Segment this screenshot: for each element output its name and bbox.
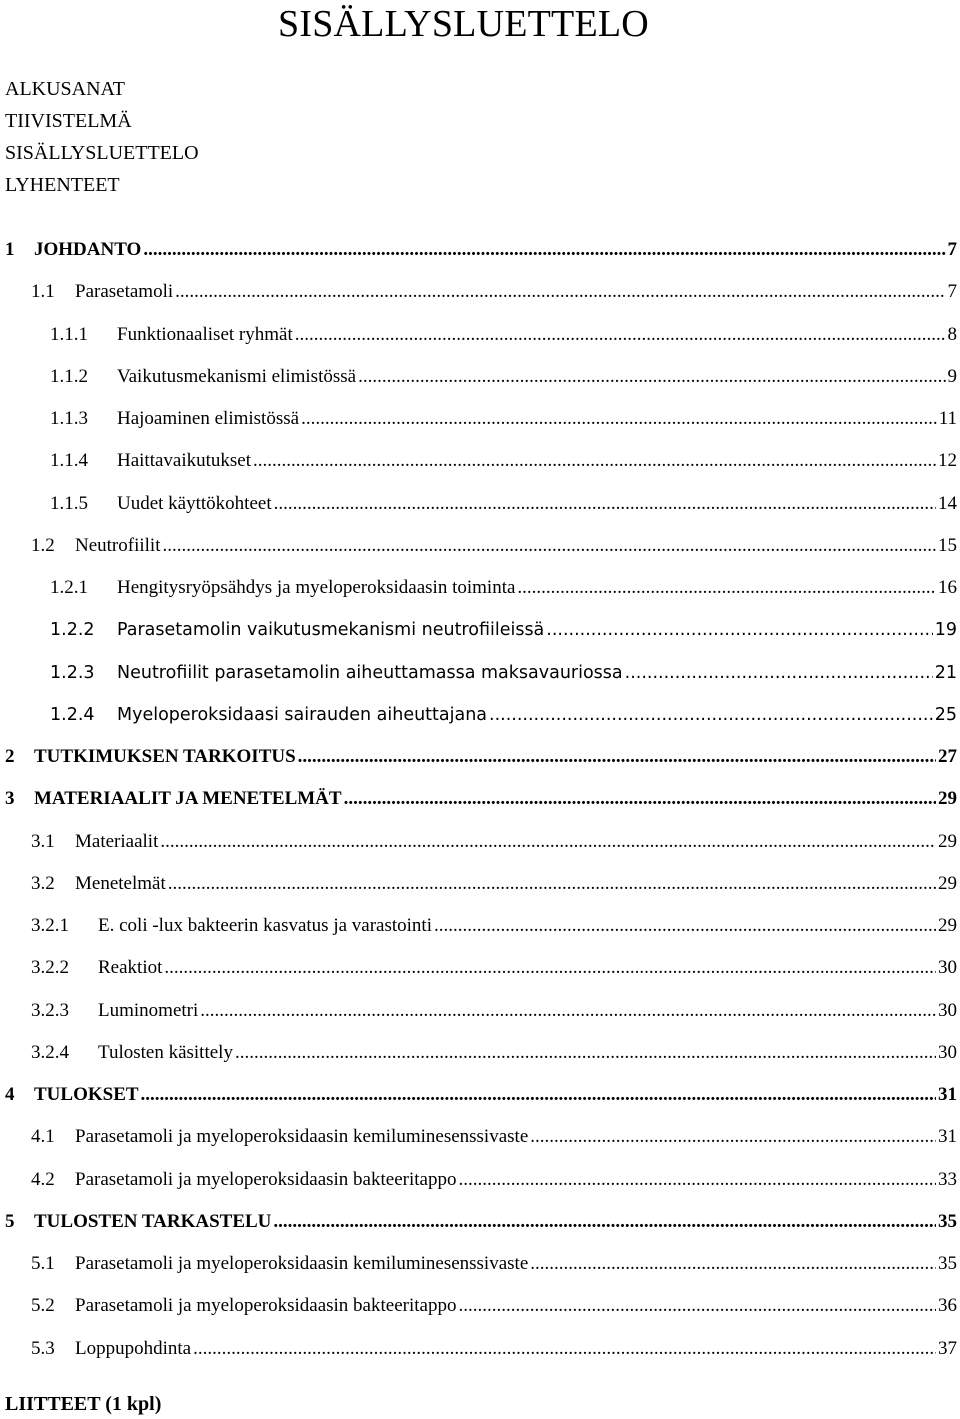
toc-dot-leader	[489, 694, 933, 736]
toc-entry-title: Parasetamoli ja myeloperoksidaasin bakteeritappo	[75, 1295, 457, 1317]
toc-entry-page-number: 14	[938, 492, 957, 514]
toc-entry-title: Uudet käyttökohteet	[117, 492, 272, 514]
toc-entry-title: Haittavaikutukset	[117, 450, 252, 472]
toc-entry-title: Neutrofiilit	[75, 534, 161, 556]
toc-entry-number: 4	[5, 1084, 15, 1105]
toc-dot-leader	[164, 947, 936, 989]
toc-entry-number: 1.2.4	[50, 704, 95, 725]
toc-entry-number: 1.1.4	[50, 450, 88, 472]
toc-entry[interactable]	[5, 1159, 957, 1201]
toc-entry[interactable]	[5, 1201, 957, 1243]
toc-entry[interactable]	[5, 525, 957, 567]
toc-entry[interactable]	[5, 483, 957, 525]
toc-entry-title: Neutrofiilit parasetamolin aiheuttamassa maksavauriossa	[117, 662, 623, 683]
toc-entry-title: Hengitysryöpsähdys ja myeloperoksidaasin toiminta	[117, 577, 516, 598]
toc-entry-page-number: 7	[947, 281, 957, 303]
toc-dot-leader	[625, 652, 933, 694]
table-of-contents	[5, 229, 957, 1370]
toc-entry[interactable]	[5, 736, 957, 778]
toc-entry-title: E. coli -lux bakteerin kasvatus ja varastointi	[98, 915, 432, 936]
toc-entry[interactable]	[5, 778, 957, 820]
toc-entry-title: MATERIAALIT JA MENETELMÄT	[34, 788, 342, 810]
toc-entry-page-number: 31	[938, 1084, 957, 1105]
appendix-heading: LIITTEET (1 kpl)	[5, 1393, 162, 1415]
toc-entry-number: 4.1	[31, 1126, 55, 1148]
toc-entry-page-number: 30	[938, 999, 957, 1021]
toc-entry-number: 5.2	[31, 1295, 55, 1317]
toc-entry-page-number: 11	[938, 408, 957, 429]
toc-entry-page-number: 29	[938, 830, 957, 852]
toc-entry-number: 1.1.1	[50, 323, 88, 345]
toc-dot-leader	[160, 821, 936, 863]
toc-entry[interactable]	[5, 694, 957, 736]
toc-entry-number: 1.1	[31, 281, 55, 303]
toc-entry-page-number: 9	[947, 365, 957, 387]
toc-dot-leader	[358, 356, 945, 398]
toc-entry-page-number: 36	[938, 1295, 957, 1317]
toc-entry-page-number: 35	[938, 1210, 957, 1232]
toc-entry-number: 3.2.3	[31, 999, 69, 1021]
toc-dot-leader	[301, 398, 937, 440]
toc-entry-page-number: 27	[938, 746, 957, 767]
toc-entry-number: 1.2	[31, 534, 55, 556]
toc-entry-title: Reaktiot	[98, 957, 163, 979]
toc-entry-page-number: 30	[938, 1041, 957, 1063]
toc-entry-number: 5	[5, 1210, 15, 1232]
toc-entry-page-number: 19	[934, 620, 957, 641]
toc-entry-number: 5.3	[31, 1337, 55, 1359]
toc-entry[interactable]	[5, 314, 957, 356]
toc-entry-title: Funktionaaliset ryhmät	[117, 323, 293, 345]
toc-entry-number: 1.2.1	[50, 577, 88, 598]
front-matter-item[interactable]: LYHENTEET	[5, 174, 120, 196]
toc-entry-title: Myeloperoksidaasi sairauden aiheuttajana	[117, 704, 488, 725]
toc-entry-title: Materiaalit	[75, 830, 159, 852]
toc-entry-page-number: 31	[938, 1126, 957, 1148]
toc-entry-title: TUTKIMUKSEN TARKOITUS	[34, 746, 296, 767]
toc-entry-number: 1	[5, 239, 15, 260]
toc-entry[interactable]	[5, 229, 957, 271]
toc-entry[interactable]	[5, 863, 957, 905]
toc-entry-number: 5.1	[31, 1253, 55, 1274]
toc-dot-leader	[168, 863, 936, 905]
toc-dot-leader	[274, 483, 936, 525]
toc-dot-leader	[517, 567, 936, 609]
toc-dot-leader	[546, 609, 932, 651]
toc-entry[interactable]	[5, 440, 957, 482]
toc-entry[interactable]	[5, 1032, 957, 1074]
toc-entry-number: 1.1.2	[50, 365, 88, 387]
toc-entry-number: 4.2	[31, 1168, 55, 1190]
toc-entry-title: Vaikutusmekanismi elimistössä	[117, 365, 357, 387]
toc-entry-page-number: 29	[938, 915, 957, 936]
toc-entry-number: 1.1.3	[50, 408, 88, 429]
toc-entry[interactable]	[5, 1328, 957, 1370]
toc-entry[interactable]	[5, 1074, 957, 1116]
toc-entry-page-number: 8	[947, 323, 957, 345]
toc-dot-leader	[273, 1201, 936, 1243]
toc-entry-page-number: 25	[934, 704, 957, 725]
toc-entry[interactable]	[5, 398, 957, 440]
toc-entry[interactable]	[5, 567, 957, 609]
toc-dot-leader	[141, 1074, 936, 1116]
toc-entry-title: TULOSTEN TARKASTELU	[34, 1210, 272, 1232]
front-matter-item[interactable]: TIIVISTELMÄ	[5, 110, 132, 132]
toc-entry-title: JOHDANTO	[34, 239, 142, 260]
toc-entry[interactable]	[5, 609, 957, 651]
page-title: SISÄLLYSLUETTELO	[278, 3, 649, 45]
toc-entry-title: Parasetamoli ja myeloperoksidaasin kemiluminesenssivaste	[75, 1126, 529, 1148]
front-matter-list	[5, 73, 199, 201]
toc-entry-page-number: 29	[938, 788, 957, 810]
front-matter-item[interactable]: ALKUSANAT	[5, 78, 125, 100]
toc-entry-page-number: 30	[938, 957, 957, 979]
toc-entry-page-number: 21	[934, 662, 957, 683]
toc-dot-leader	[458, 1285, 936, 1327]
toc-entry-title: Parasetamoli ja myeloperoksidaasin kemiluminesenssivaste	[75, 1253, 529, 1274]
toc-dot-leader	[344, 778, 936, 820]
toc-entry-page-number: 15	[938, 534, 957, 556]
toc-dot-leader	[458, 1159, 936, 1201]
toc-entry-number: 3	[5, 788, 15, 810]
toc-entry-title: Parasetamoli	[75, 281, 174, 303]
toc-dot-leader	[162, 525, 936, 567]
toc-dot-leader	[200, 990, 936, 1032]
toc-dot-leader	[193, 1328, 936, 1370]
toc-entry-title: Menetelmät	[75, 872, 166, 894]
toc-entry-number: 2	[5, 746, 15, 767]
toc-entry[interactable]	[5, 356, 957, 398]
toc-dot-leader	[143, 229, 945, 271]
toc-entry-title: Loppupohdinta	[75, 1337, 192, 1359]
toc-entry-title: Hajoaminen elimistössä	[117, 408, 300, 429]
toc-entry-page-number: 35	[938, 1253, 957, 1274]
toc-entry-title: Luminometri	[98, 999, 199, 1021]
toc-entry-title: TULOKSET	[34, 1084, 139, 1105]
toc-dot-leader	[298, 736, 936, 778]
toc-entry[interactable]	[5, 1243, 957, 1285]
toc-entry-page-number: 37	[938, 1337, 957, 1359]
toc-entry-number: 1.1.5	[50, 492, 88, 514]
toc-entry-page-number: 7	[947, 239, 957, 260]
toc-entry-page-number: 33	[938, 1168, 957, 1190]
toc-dot-leader	[295, 314, 946, 356]
front-matter-item[interactable]: SISÄLLYSLUETTELO	[5, 142, 199, 164]
toc-entry-number: 3.1	[31, 830, 55, 852]
toc-entry[interactable]	[5, 905, 957, 947]
toc-entry-number: 3.2.1	[31, 915, 69, 936]
toc-entry-page-number: 16	[938, 577, 957, 598]
toc-entry-number: 3.2	[31, 872, 55, 894]
toc-entry-title: Parasetamoli ja myeloperoksidaasin bakteeritappo	[75, 1168, 457, 1190]
toc-entry-number: 1.2.2	[50, 620, 95, 641]
toc-dot-leader	[253, 440, 936, 482]
toc-entry-title: Parasetamolin vaikutusmekanismi neutrofiileissä	[117, 620, 545, 641]
toc-entry[interactable]	[5, 1116, 957, 1158]
toc-entry[interactable]	[5, 821, 957, 863]
toc-entry[interactable]	[5, 652, 957, 694]
toc-dot-leader	[530, 1243, 936, 1285]
toc-dot-leader	[235, 1032, 936, 1074]
toc-entry[interactable]	[5, 947, 957, 989]
toc-entry-number: 3.2.4	[31, 1041, 69, 1063]
toc-entry-number: 3.2.2	[31, 957, 69, 979]
toc-entry[interactable]	[5, 990, 957, 1032]
toc-dot-leader	[434, 905, 936, 947]
toc-dot-leader	[530, 1116, 936, 1158]
toc-entry-number: 1.2.3	[50, 662, 95, 683]
toc-entry[interactable]	[5, 1285, 957, 1327]
toc-entry[interactable]	[5, 271, 957, 313]
toc-entry-page-number: 12	[938, 450, 957, 472]
toc-entry-page-number: 29	[938, 872, 957, 894]
toc-dot-leader	[175, 271, 945, 313]
toc-entry-title: Tulosten käsittely	[98, 1041, 233, 1063]
